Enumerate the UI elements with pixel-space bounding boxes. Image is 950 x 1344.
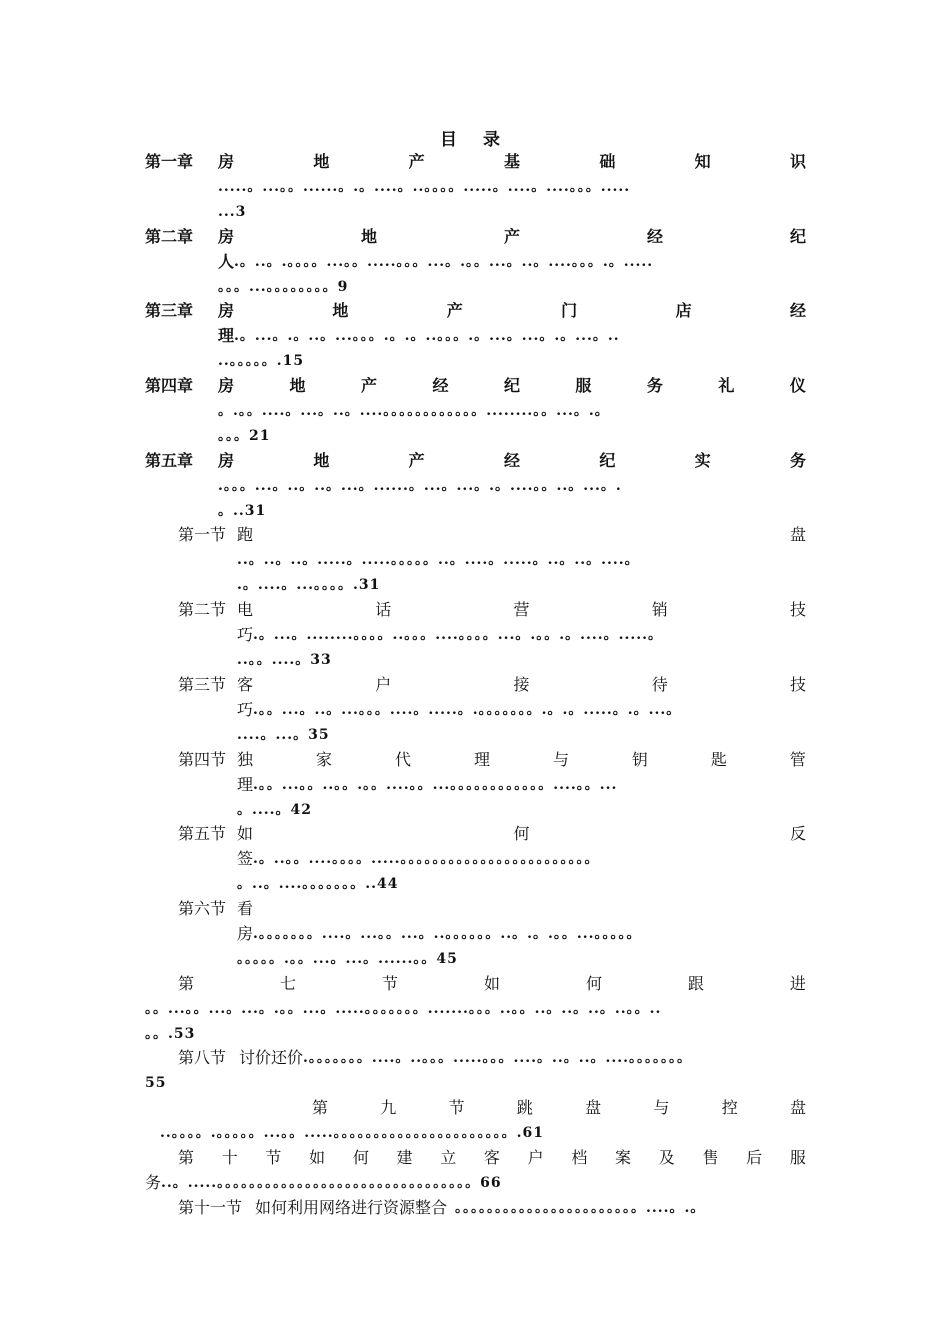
section-title-char: 如 xyxy=(237,824,254,843)
section-10-title-char: 服 xyxy=(789,1148,806,1167)
chapter-title-char: 经 xyxy=(789,301,806,320)
section-8-page-number: 55 xyxy=(145,1075,167,1091)
section-title-char: 接 xyxy=(513,675,530,694)
section-title-char: 销 xyxy=(651,600,668,619)
section-7-title-char: 节 xyxy=(381,974,398,993)
section-7-title-char: 跟 xyxy=(687,974,704,993)
section-title-char: 钥 xyxy=(631,750,648,769)
section-title-char: 技 xyxy=(789,600,806,619)
section-page-number: ....。...。35 xyxy=(237,727,330,743)
section-10-title-char: 节 xyxy=(265,1148,282,1167)
section-7-leader: 。。...。。...。...。.。。...。.....。。。。。。。.......。。。..。。..。..。..。..。。.. xyxy=(145,1001,662,1017)
section-10-title-char: 后 xyxy=(746,1148,763,1167)
section-9-title-char: 跳 xyxy=(516,1098,533,1117)
chapter-title-wrap: 人 xyxy=(218,252,235,271)
section-11-leader: 。。。。。。。。。。。。。。。。。。。。。。。....。.。 xyxy=(455,1200,706,1216)
chapter-title xyxy=(218,301,806,321)
chapter-title-char: 房 xyxy=(218,376,235,395)
chapter-title-char: 识 xyxy=(789,152,806,171)
chapter-title xyxy=(218,227,806,247)
chapter-title-char: 实 xyxy=(694,451,711,470)
chapter-label: 第四章 xyxy=(145,376,194,395)
section-title-char: 营 xyxy=(513,600,530,619)
section-title-char: 技 xyxy=(789,675,806,694)
section-10-title-char: 客 xyxy=(483,1148,500,1167)
section-title-char: 客 xyxy=(237,675,254,694)
chapter-leader: .....。...。。......。.。....。..。。。。.....。....。....。。。..... xyxy=(218,179,631,195)
section-title xyxy=(237,750,806,770)
chapter-title-char: 门 xyxy=(561,301,578,320)
section-9-title-char: 控 xyxy=(721,1098,738,1117)
section-title-char: 跑 xyxy=(237,525,254,544)
chapter-title-char: 地 xyxy=(332,301,349,320)
section-page-number: .。....。...。。。。.31 xyxy=(237,577,381,593)
section-title-char: 管 xyxy=(789,750,806,769)
chapter-title-char: 房 xyxy=(218,451,235,470)
chapter-title-char: 产 xyxy=(446,301,463,320)
section-title xyxy=(237,600,806,620)
section-10-title-char: 售 xyxy=(702,1148,719,1167)
section-10-title-char: 案 xyxy=(615,1148,632,1167)
section-title-wrap: 巧 xyxy=(237,700,254,719)
chapter-title-char: 务 xyxy=(646,376,663,395)
chapter-title-char: 纪 xyxy=(789,227,806,246)
section-leader: .。..。。....。。。。.....。。。。。。。。。。。。。。。。。。。。。。。。 xyxy=(253,851,600,867)
chapter-title-char: 地 xyxy=(313,152,330,171)
chapter-title-char: 产 xyxy=(408,451,425,470)
section-title xyxy=(237,824,806,844)
section-10-title-char: 十 xyxy=(221,1148,238,1167)
chapter-title-char: 纪 xyxy=(599,451,616,470)
section-7-title xyxy=(178,974,806,994)
section-title-char: 话 xyxy=(375,600,392,619)
chapter-title-char: 经 xyxy=(503,451,520,470)
section-leader: .。...。........。。。。..。。。....。。。。...。.。。.。....。.....。 xyxy=(253,627,663,643)
chapter-label: 第一章 xyxy=(145,152,194,171)
chapter-title-char: 知 xyxy=(694,152,711,171)
chapter-title-char: 服 xyxy=(575,376,592,395)
section-title xyxy=(237,525,806,545)
chapter-title-char: 基 xyxy=(503,152,520,171)
chapter-title-char: 仪 xyxy=(789,376,806,395)
section-8-title: 讨价还价 xyxy=(239,1048,304,1067)
section-title-char: 反 xyxy=(789,824,806,843)
chapter-leader: .。。。...。..。..。...。......。...。...。.。....。。..。...。. xyxy=(218,478,622,494)
section-page-number: 。。。。。.。。...。...。......。。45 xyxy=(237,951,458,967)
section-title-char: 匙 xyxy=(710,750,727,769)
chapter-title-char: 经 xyxy=(432,376,449,395)
toc-title: 目 录 xyxy=(440,130,510,150)
section-leader: .。。...。..。...。。。....。.....。.。。。。。。。.。.。.....。.。...。 xyxy=(253,702,682,718)
section-title-wrap: 理 xyxy=(237,775,254,794)
section-10-title xyxy=(178,1148,806,1168)
chapter-leader: .。..。.。。。。...。。.....。。。...。.。。...。..。....。。。.。..... xyxy=(234,254,654,270)
chapter-title-char: 务 xyxy=(789,451,806,470)
section-title-wrap: 房 xyxy=(237,924,254,943)
chapter-page-number: ..。。。。。.15 xyxy=(218,353,305,369)
section-title xyxy=(237,899,806,919)
section-7-title-char: 何 xyxy=(585,974,602,993)
section-9-title-char: 节 xyxy=(448,1098,465,1117)
chapter-title-char: 房 xyxy=(218,227,235,246)
section-10-title-char: 如 xyxy=(309,1148,326,1167)
section-page-number: ..。。....。33 xyxy=(237,652,332,668)
section-title-char: 看 xyxy=(237,899,254,918)
section-title-char: 待 xyxy=(651,675,668,694)
section-10-title-char: 立 xyxy=(440,1148,457,1167)
chapter-title-char: 房 xyxy=(218,301,235,320)
section-label: 第一节 xyxy=(178,525,227,544)
chapter-title-char: 产 xyxy=(503,227,520,246)
chapter-title-char: 店 xyxy=(675,301,692,320)
section-10-title-char: 何 xyxy=(352,1148,369,1167)
section-title-wrap: 巧 xyxy=(237,625,254,644)
section-title-char: 电 xyxy=(237,600,254,619)
section-title-char: 理 xyxy=(473,750,490,769)
chapter-label: 第三章 xyxy=(145,301,194,320)
section-label: 第五节 xyxy=(178,824,227,843)
chapter-title xyxy=(218,376,806,396)
section-leader: ..。..。..。.....。.....。。。。。..。....。.....。..。..。....。 xyxy=(237,552,640,568)
section-9-title-char: 九 xyxy=(380,1098,397,1117)
section-11-title: 如何利用网络进行资源整合 xyxy=(255,1198,448,1217)
chapter-title-char: 经 xyxy=(646,227,663,246)
section-title-char: 独 xyxy=(237,750,254,769)
section-title-char: 户 xyxy=(375,675,392,694)
section-11-label: 第十一节 xyxy=(178,1198,243,1217)
section-7-title-char: 七 xyxy=(279,974,296,993)
chapter-title-char: 纪 xyxy=(503,376,520,395)
section-page-number: 。..。....。。。。。。。..44 xyxy=(237,876,399,892)
chapter-page-number: 。。。...。。。。。。。。9 xyxy=(218,279,349,295)
chapter-title-wrap: 理 xyxy=(218,326,235,345)
section-8-leader: .。。。。。。。....。..。。。.....。。。....。..。..。....。。。。。。。 xyxy=(303,1050,692,1066)
section-9-title-char: 与 xyxy=(653,1098,670,1117)
section-10-title-char: 第 xyxy=(178,1148,195,1167)
chapter-label: 第五章 xyxy=(145,451,194,470)
section-9-title xyxy=(312,1098,806,1118)
section-title-char: 与 xyxy=(552,750,569,769)
section-title xyxy=(237,675,806,695)
section-label: 第二节 xyxy=(178,600,227,619)
chapter-label: 第二章 xyxy=(145,227,194,246)
section-label: 第四节 xyxy=(178,750,227,769)
section-9-title-char: 第 xyxy=(312,1098,329,1117)
section-9-leader: ..。。。。.。。。。。...。。.....。。。。。。。。。。。。。。。。。。。。。。.61 xyxy=(160,1125,544,1141)
chapter-title-char: 地 xyxy=(289,376,306,395)
section-10-title-char: 建 xyxy=(396,1148,413,1167)
section-9-title-char: 盘 xyxy=(789,1098,806,1117)
section-leader: .。。。。。。。....。...。。...。..。。。。。。..。.。.。。...。。。。。 xyxy=(253,926,642,942)
section-label: 第三节 xyxy=(178,675,227,694)
chapter-leader: 。.。。....。...。..。....。。。。。。。。。。。。........。。...。.。 xyxy=(218,403,610,419)
chapter-title-char: 产 xyxy=(360,376,377,395)
chapter-title xyxy=(218,451,806,471)
section-7-page-number: 。。.53 xyxy=(145,1026,196,1042)
chapter-title-char: 地 xyxy=(360,227,377,246)
section-9-title-char: 盘 xyxy=(585,1098,602,1117)
chapter-page-number: ...3 xyxy=(218,204,247,220)
section-title-wrap: 签 xyxy=(237,849,254,868)
section-10-title-char: 及 xyxy=(658,1148,675,1167)
section-10-title-char: 档 xyxy=(571,1148,588,1167)
chapter-title-char: 礼 xyxy=(718,376,735,395)
section-8-label: 第八节 xyxy=(178,1048,227,1067)
chapter-title xyxy=(218,152,806,172)
section-label: 第六节 xyxy=(178,899,227,918)
section-7-title-char: 如 xyxy=(483,974,500,993)
chapter-title-char: 房 xyxy=(218,152,235,171)
section-title-char: 代 xyxy=(394,750,411,769)
section-10-title-char: 户 xyxy=(527,1148,544,1167)
chapter-page-number: 。..31 xyxy=(218,503,267,519)
section-page-number: 。....。42 xyxy=(237,802,312,818)
section-title-char: 家 xyxy=(315,750,332,769)
section-7-title-char: 进 xyxy=(789,974,806,993)
section-10-title-wrap: 务 xyxy=(145,1173,162,1192)
section-title-char: 盘 xyxy=(789,525,806,544)
chapter-page-number: 。。。21 xyxy=(218,428,271,444)
chapter-leader: .。...。.。..。...。。。.。.。..。。。.。...。...。.。...。.. xyxy=(234,328,620,344)
section-title-char: 何 xyxy=(513,824,530,843)
chapter-title-char: 地 xyxy=(313,451,330,470)
chapter-title-char: 产 xyxy=(408,152,425,171)
section-leader: .。。...。。..。。.。。....。。...。。。。。。。。。。。。....。。... xyxy=(253,777,618,793)
chapter-title-char: 础 xyxy=(599,152,616,171)
section-10-leader: ..。.....。。。。。。。。。。。。。。。。。。。。。。。。。。。。。。。。66 xyxy=(161,1175,502,1191)
section-7-title-char: 第 xyxy=(178,974,195,993)
